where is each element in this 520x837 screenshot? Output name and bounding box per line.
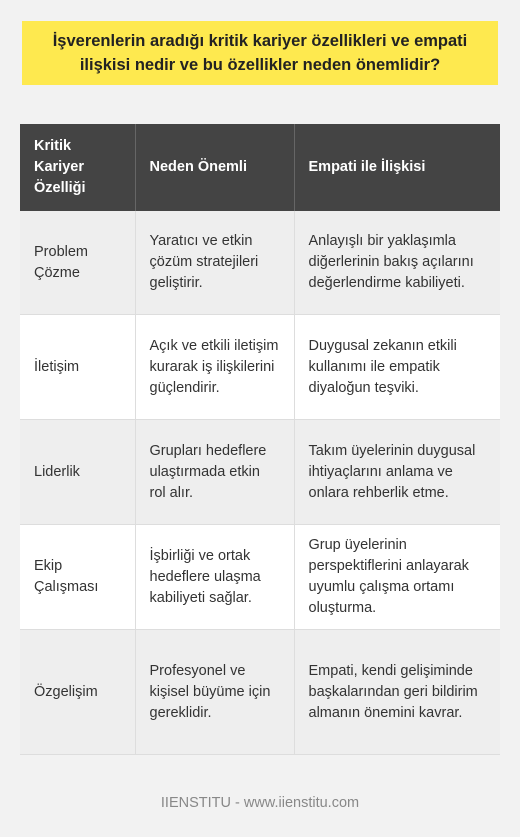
column-header-importance: Neden Önemli — [135, 124, 294, 211]
importance-cell: Profesyonel ve kişisel büyüme için gereklidir. — [135, 630, 294, 755]
importance-cell: Yaratıcı ve etkin çözüm stratejileri geliştirir. — [135, 211, 294, 315]
column-header-trait: Kritik Kariyer Özelliği — [20, 124, 135, 211]
table-header-row — [20, 124, 500, 211]
trait-cell: İletişim — [20, 315, 135, 420]
trait-cell: Özgelişim — [20, 630, 135, 755]
table-row — [20, 525, 500, 630]
importance-cell: Grupları hedeflere ulaştırmada etkin rol alır. — [135, 420, 294, 525]
table-row — [20, 630, 500, 755]
empathy-cell: Grup üyelerinin perspektiflerini anlayarak uyumlu çalışma ortamı oluşturma. — [294, 525, 500, 630]
empathy-cell: Empati, kendi gelişiminde başkalarından geri bildirim almanın önemini kavrar. — [294, 630, 500, 755]
empathy-cell: Duygusal zekanın etkili kullanımı ile empatik diyaloğun teşviki. — [294, 315, 500, 420]
trait-cell: Ekip Çalışması — [20, 525, 135, 630]
trait-cell: Problem Çözme — [20, 211, 135, 315]
column-header-empathy: Empati ile İlişkisi — [294, 124, 500, 211]
footer-credit: IIENSTITU - www.iienstitu.com — [160, 795, 360, 811]
importance-cell: Açık ve etkili iletişim kurarak iş ilişkilerini güçlendirir. — [135, 315, 294, 420]
career-traits-table — [20, 124, 500, 755]
page-title: İşverenlerin aradığı kritik kariyer özellikleri ve empati ilişkisi nedir ve bu özellikler neden önemlidir? — [52, 32, 468, 74]
table-row — [20, 315, 500, 420]
trait-cell: Liderlik — [20, 420, 135, 525]
table-row — [20, 211, 500, 315]
table-row — [20, 420, 500, 525]
importance-cell: İşbirliği ve ortak hedeflere ulaşma kabiliyeti sağlar. — [135, 525, 294, 630]
empathy-cell: Takım üyelerinin duygusal ihtiyaçlarını anlama ve onlara rehberlik etme. — [294, 420, 500, 525]
empathy-cell: Anlayışlı bir yaklaşımla diğerlerinin bakış açılarını değerlendirme kabiliyeti. — [294, 211, 500, 315]
title-banner — [22, 21, 498, 85]
